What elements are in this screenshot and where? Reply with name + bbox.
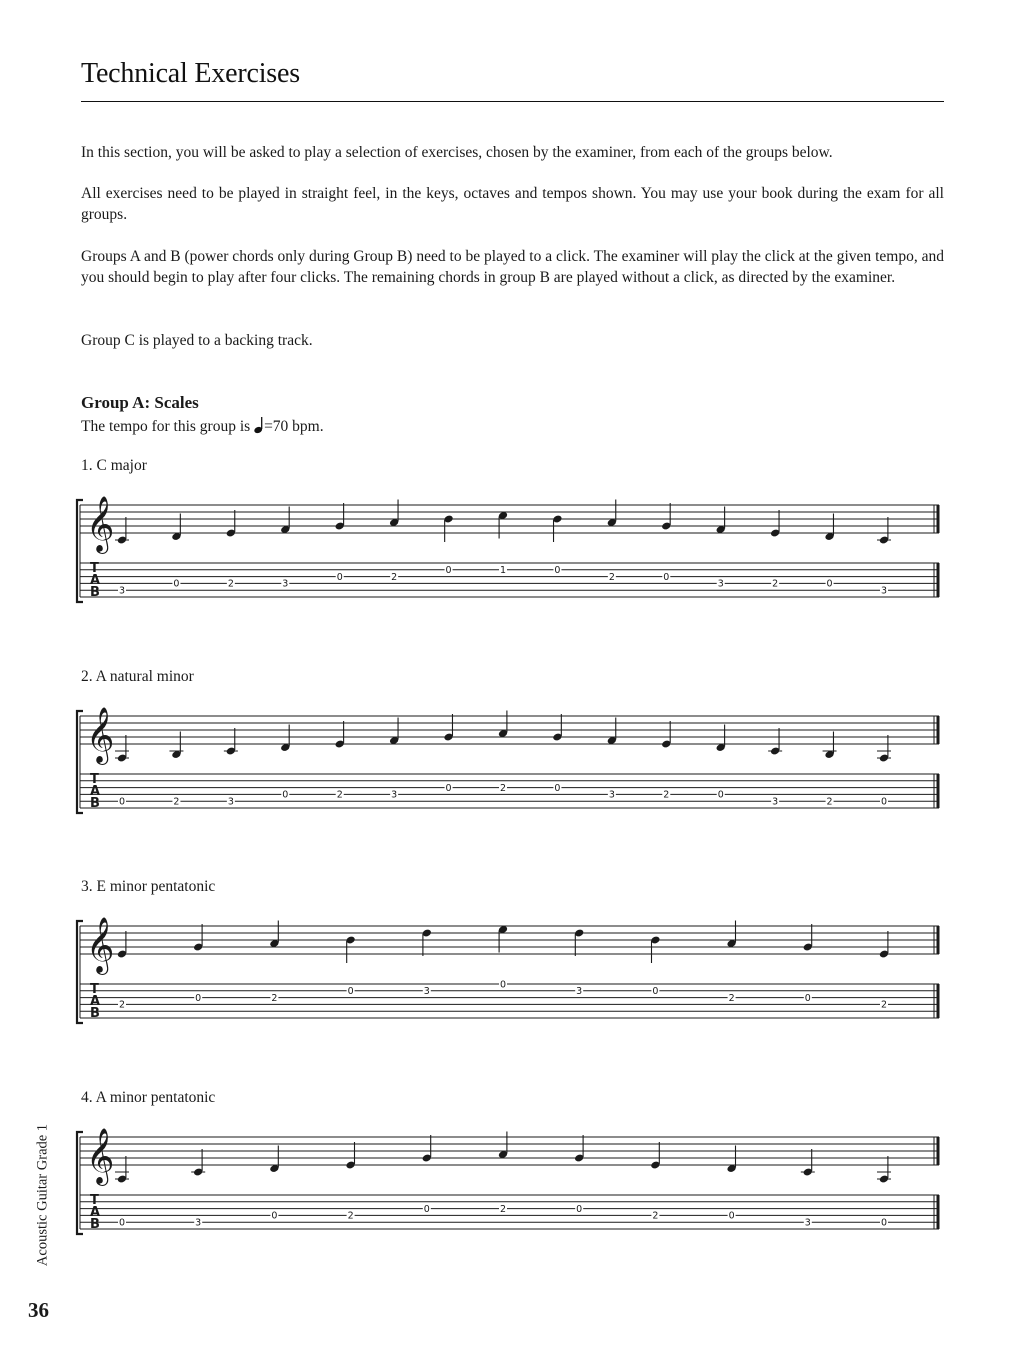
tab-fret-number: 2: [271, 992, 278, 1004]
tab-clef-letter: A: [90, 1205, 101, 1220]
tab-clef-letter: B: [90, 1217, 100, 1232]
tab-fret-number: 0: [336, 571, 343, 583]
intro-paragraph-2: All exercises need to be played in straight feel, in the keys, octaves and tempos shown. You may use your book during the exam for all groups.: [81, 185, 944, 223]
notation-system: [72, 705, 952, 825]
treble-clef-icon: 𝄞: [86, 707, 115, 763]
page-title: Technical Exercises: [81, 58, 300, 89]
exercise-label: 3. E minor pentatonic: [81, 878, 216, 895]
treble-clef-icon: 𝄞: [86, 496, 115, 552]
tab-clef-letter: B: [90, 1006, 100, 1021]
tab-fret-number: 3: [576, 986, 583, 998]
tab-clef-letter: B: [90, 796, 100, 811]
exercise-label: 4. A minor pentatonic: [81, 1089, 216, 1106]
tab-fret-number: 3: [227, 796, 234, 808]
tab-fret-number: 3: [118, 585, 126, 597]
tab-fret-number: 0: [445, 565, 452, 577]
intro-paragraph-1: In this section, you will be asked to play a selection of exercises, chosen by the examiner, from each of the groups below.: [81, 144, 833, 161]
tab-clef-letter: T: [90, 772, 99, 787]
tempo-prefix: The tempo for this group is: [81, 418, 251, 435]
tab-fret-number: 3: [282, 578, 289, 590]
tab-clef-letter: T: [90, 561, 99, 576]
exercise-label: 2. A natural minor: [81, 668, 194, 685]
tab-fret-number: 2: [227, 578, 234, 590]
title-rule: [81, 101, 944, 102]
tab-fret-number: 3: [804, 1217, 811, 1229]
treble-clef-icon: 𝄞: [86, 1128, 115, 1184]
quarter-note-icon: [254, 416, 264, 434]
tab-fret-number: 0: [118, 796, 126, 808]
tab-fret-number: 2: [391, 571, 398, 583]
tab-fret-number: 2: [173, 796, 180, 808]
tab-fret-number: 3: [880, 585, 888, 597]
tab-fret-number: 3: [195, 1217, 202, 1229]
exercise-label: 1. C major: [81, 457, 147, 474]
tab-fret-number: 0: [728, 1210, 735, 1222]
tab-fret-number: 2: [608, 571, 615, 583]
tab-fret-number: 0: [195, 992, 202, 1004]
tab-fret-number: 0: [173, 578, 180, 590]
tab-clef-letter: T: [90, 1193, 99, 1208]
tab-fret-number: 3: [717, 578, 724, 590]
tab-fret-number: 2: [728, 992, 735, 1004]
tab-fret-number: 0: [347, 986, 354, 998]
tab-fret-number: 0: [717, 789, 724, 801]
notation-system: [72, 915, 952, 1035]
tab-clef-letter: A: [90, 994, 101, 1009]
tab-fret-number: 0: [554, 782, 561, 794]
intro-paragraph-3: Groups A and B (power chords only during Group B) need to be played to a click. The examiner will play the click at the given tempo, and you should begin to play after four clicks. The remaining chords in group B are played without a click, as directed by the examiner.: [81, 248, 944, 286]
tab-fret-number: 0: [445, 782, 452, 794]
tab-fret-number: 2: [118, 999, 126, 1011]
tab-fret-number: 2: [663, 789, 670, 801]
tab-fret-number: 0: [652, 986, 659, 998]
tab-fret-number: 1: [499, 565, 507, 577]
treble-clef-icon: 𝄞: [86, 917, 115, 973]
tab-fret-number: 0: [282, 789, 289, 801]
tab-clef-letter: B: [90, 585, 100, 600]
tab-fret-number: 2: [772, 578, 779, 590]
tab-fret-number: 0: [271, 1210, 278, 1222]
group-a-heading: Group A: Scales: [81, 393, 199, 412]
tab-fret-number: 0: [880, 1217, 888, 1229]
tab-fret-number: 0: [663, 571, 670, 583]
tab-fret-number: 2: [347, 1210, 354, 1222]
tab-fret-number: 2: [826, 796, 833, 808]
book-side-label: Acoustic Guitar Grade 1: [34, 1123, 51, 1267]
tab-fret-number: 0: [118, 1217, 126, 1229]
tab-fret-number: 3: [608, 789, 615, 801]
tab-fret-number: 3: [423, 986, 430, 998]
page-number: 36: [28, 1298, 49, 1322]
tab-fret-number: 3: [772, 796, 779, 808]
tempo-line: [81, 416, 324, 436]
tab-fret-number: 2: [652, 1210, 659, 1222]
intro-paragraph-4: Group C is played to a backing track.: [81, 332, 313, 349]
tab-fret-number: 2: [336, 789, 343, 801]
tab-fret-number: 0: [826, 578, 833, 590]
tab-fret-number: 0: [576, 1203, 583, 1215]
tempo-suffix: =70 bpm.: [264, 418, 324, 435]
notation-system: [72, 494, 952, 614]
tab-fret-number: 0: [554, 565, 561, 577]
tab-clef-letter: A: [90, 784, 101, 799]
tab-fret-number: 0: [880, 796, 888, 808]
tab-fret-number: 0: [423, 1203, 430, 1215]
tab-fret-number: 3: [391, 789, 398, 801]
tab-fret-number: 2: [499, 1203, 507, 1215]
notation-system: [72, 1126, 952, 1246]
tab-fret-number: 0: [499, 979, 507, 991]
tab-clef-letter: T: [90, 982, 99, 997]
tab-fret-number: 2: [499, 782, 507, 794]
tab-fret-number: 2: [880, 999, 888, 1011]
tab-fret-number: 0: [804, 992, 811, 1004]
tab-clef-letter: A: [90, 573, 101, 588]
